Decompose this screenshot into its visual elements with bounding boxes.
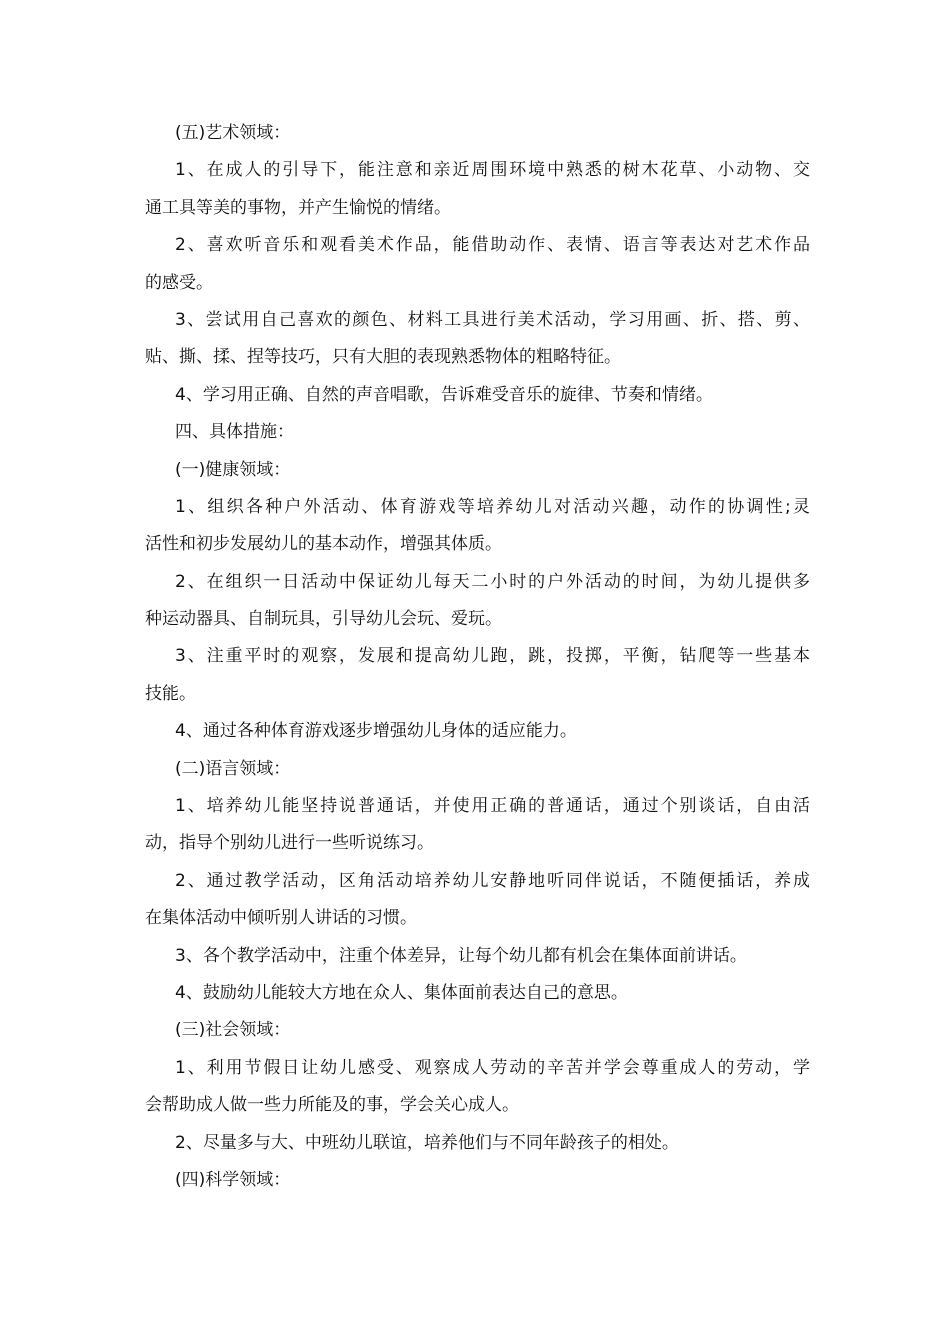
paragraph-line: 3、尝试用自己喜欢的颜色、材料工具进行美术活动，学习用画、折、搭、剪、 xyxy=(175,309,810,330)
paragraph-line: 2、在组织一日活动中保证幼儿每天二小时的户外活动的时间，为幼儿提供多 xyxy=(175,571,810,592)
paragraph-line: 1、在成人的引导下，能注意和亲近周围环境中熟悉的树木花草、小动物、交 xyxy=(175,160,810,181)
paragraph-line: 通工具等美的事物，并产生愉悦的情绪。 xyxy=(145,197,451,218)
paragraph-line: 贴、撕、揉、捏等技巧，只有大胆的表现熟悉物体的粗略特征。 xyxy=(145,347,621,368)
paragraph-line: 3、各个教学活动中，注重个体差异，让每个幼儿都有机会在集体面前讲话。 xyxy=(175,945,747,966)
paragraph-line: 在集体活动中倾听别人讲话的习惯。 xyxy=(145,908,417,929)
paragraph-line: 动，指导个别幼儿进行一些听说练习。 xyxy=(145,833,434,854)
paragraph-line: 2、尽量多与大、中班幼儿联谊，培养他们与不同年龄孩子的相处。 xyxy=(175,1132,679,1153)
document-body xyxy=(145,115,810,1199)
section-heading-social: (三)社会领域： xyxy=(175,1020,291,1041)
paragraph-line: 的感受。 xyxy=(145,272,213,293)
paragraph-line: 技能。 xyxy=(145,683,196,704)
paragraph-line: 4、学习用正确、自然的声音唱歌，告诉难受音乐的旋律、节奏和情绪。 xyxy=(175,384,713,405)
paragraph-line: 1、利用节假日让幼儿感受、观察成人劳动的辛苦并学会尊重成人的劳动，学 xyxy=(175,1057,810,1078)
section-heading-science: (四)科学领域： xyxy=(175,1169,291,1190)
section-heading-measures: 四、具体措施： xyxy=(175,422,294,443)
paragraph-line: 3、注重平时的观察，发展和提高幼儿跑，跳，投掷，平衡，钻爬等一些基本 xyxy=(175,646,810,667)
paragraph-line: 4、鼓励幼儿能较大方地在众人、集体面前表达自己的意思。 xyxy=(175,982,628,1003)
paragraph-line: 2、通过教学活动，区角活动培养幼儿安静地听同伴说话，不随便插话，养成 xyxy=(175,870,810,891)
paragraph-line: 1、培养幼儿能坚持说普通话，并使用正确的普通话，通过个别谈话，自由活 xyxy=(175,796,810,817)
section-heading-arts: (五)艺术领域： xyxy=(175,123,291,143)
paragraph-line: 活性和初步发展幼儿的基本动作，增强其体质。 xyxy=(145,534,502,555)
paragraph-line: 会帮助成人做一些力所能及的事，学会关心成人。 xyxy=(145,1095,519,1116)
paragraph-line: 4、通过各种体育游戏逐步增强幼儿身体的适应能力。 xyxy=(175,721,577,742)
section-heading-health: (一)健康领域： xyxy=(175,459,291,480)
section-heading-language: (二)语言领域： xyxy=(175,758,291,779)
paragraph-line: 2、喜欢听音乐和观看美术作品，能借助动作、表情、语言等表达对艺术作品 xyxy=(175,235,810,256)
paragraph-line: 种运动器具、自制玩具，引导幼儿会玩、爱玩。 xyxy=(145,609,502,630)
paragraph-line: 1、组织各种户外活动、体育游戏等培养幼儿对活动兴趣，动作的协调性;灵 xyxy=(175,496,810,517)
